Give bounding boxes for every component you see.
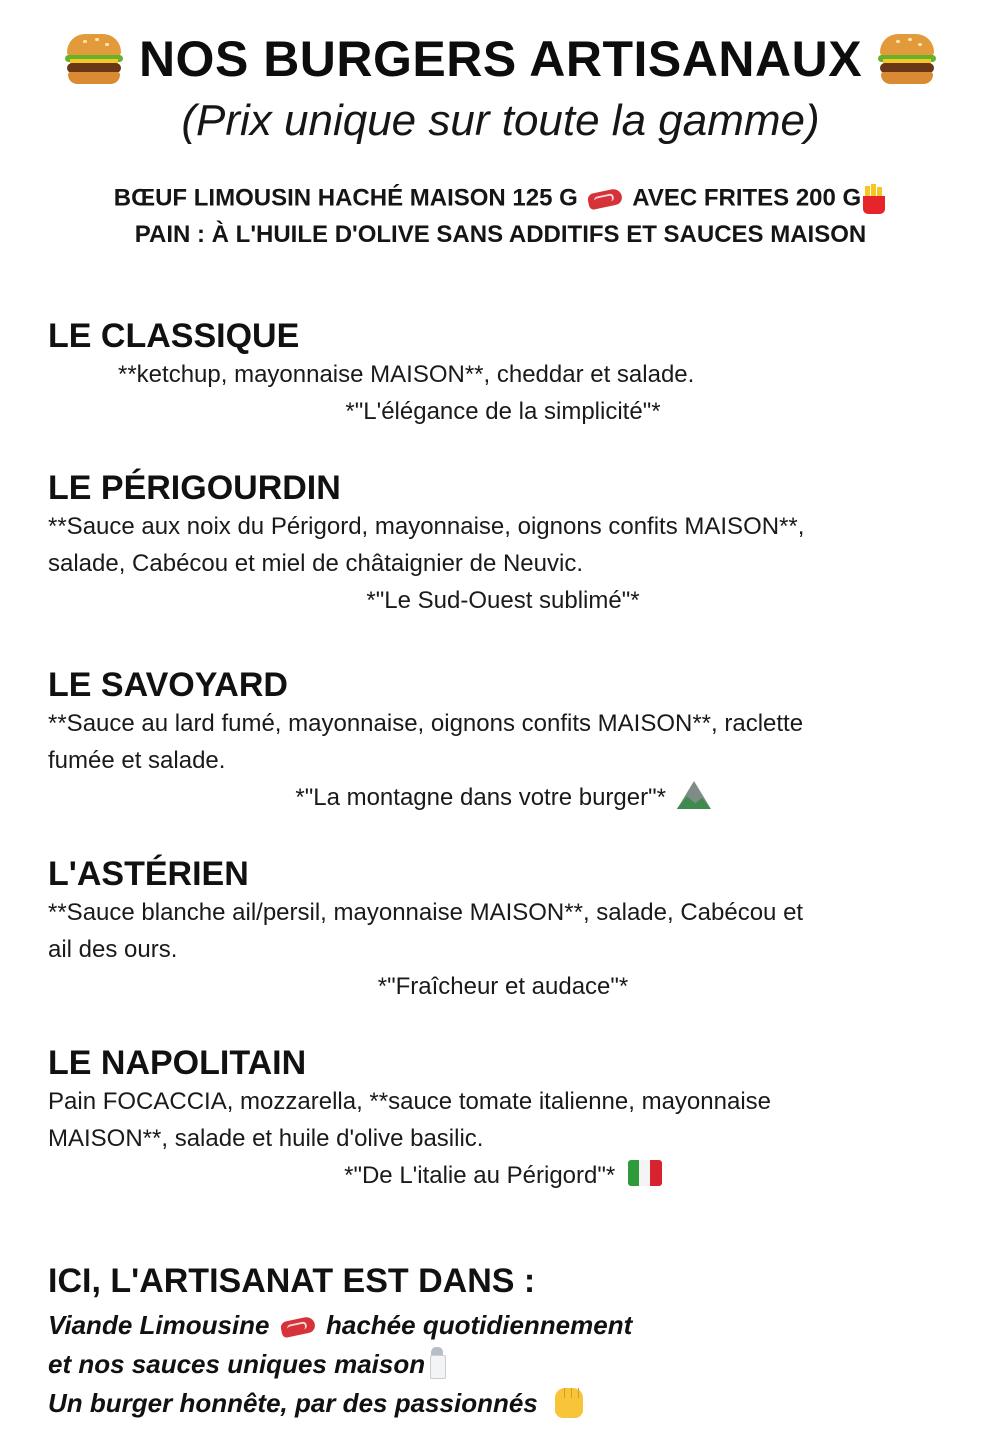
footer-text: Un burger honnête, par des passionnés (48, 1388, 538, 1418)
italian-flag-icon (628, 1160, 662, 1186)
burger-icon (65, 34, 123, 84)
fries-info: AVEC FRITES 200 G (632, 184, 862, 212)
burger-description-line: Pain FOCACCIA, mozzarella, **sauce tomate italienne, mayonnaise (48, 1088, 771, 1115)
footer-text: hachée quotidiennement (326, 1310, 633, 1340)
burger-tagline-row (48, 779, 958, 816)
burger-description-line: fumée et salade. (48, 747, 226, 774)
footer-text: Viande Limousine (48, 1310, 270, 1340)
burger-item-napolitain (48, 1043, 958, 1194)
burger-item-savoyard (48, 665, 958, 816)
footer-text: et nos sauces uniques maison (48, 1349, 426, 1379)
salt-shaker-icon (429, 1347, 445, 1377)
burger-icon (878, 34, 936, 84)
footer-line-2 (48, 1347, 445, 1380)
beef-info: BŒUF LIMOUSIN HACHÉ MAISON 125 G (113, 184, 578, 212)
burger-tagline: *"De L'italie au Périgord"* (344, 1162, 616, 1189)
mountain-icon (677, 781, 711, 809)
fries-icon (861, 184, 887, 214)
burger-item-perigourdin (48, 468, 958, 619)
steak-icon (281, 1317, 315, 1337)
burger-name: LE SAVOYARD (48, 666, 288, 704)
burger-description-line: MAISON**, salade et huile d'olive basilic. (48, 1125, 484, 1152)
burger-tagline: *"Fraîcheur et audace"* (377, 973, 629, 1000)
burger-description: **ketchup, mayonnaise MAISON**, cheddar et salade. (118, 361, 695, 388)
footer-line-3 (48, 1384, 585, 1419)
footer-line-1 (48, 1310, 632, 1341)
burger-description-line: ail des ours. (48, 936, 178, 963)
title-row (0, 24, 1001, 94)
burger-name: LE NAPOLITAIN (48, 1044, 307, 1082)
burger-tagline: *"L'élégance de la simplicité"* (345, 398, 661, 425)
burger-name: LE CLASSIQUE (48, 317, 300, 355)
burger-description-line: **Sauce aux noix du Périgord, mayonnaise, oignons confits MAISON**, (48, 513, 805, 540)
info-line-2: PAIN : À L'HUILE D'OLIVE SANS ADDITIFS ET SAUCES MAISON (134, 221, 867, 248)
info-line-1 (0, 184, 1001, 214)
burger-description-line: salade, Cabécou et miel de châtaignier de Neuvic. (48, 550, 583, 577)
burger-tagline-row (48, 1157, 958, 1194)
burger-name: L'ASTÉRIEN (48, 855, 249, 893)
burger-item-asterien (48, 854, 958, 1005)
burger-tagline: *"La montagne dans votre burger"* (295, 784, 666, 811)
raised-fist-icon (553, 1384, 585, 1418)
menu-title: NOS BURGERS ARTISANAUX (138, 31, 863, 87)
burger-tagline: *"Le Sud-Ouest sublimé"* (366, 587, 640, 614)
steak-icon (588, 189, 622, 209)
burger-description-line: **Sauce au lard fumé, mayonnaise, oignons confits MAISON**, raclette (48, 710, 804, 737)
footer-title: ICI, L'ARTISANAT EST DANS : (48, 1262, 536, 1300)
burger-item-classique (48, 316, 958, 430)
burger-description-line: **Sauce blanche ail/persil, mayonnaise MAISON**, salade, Cabécou et (48, 899, 804, 926)
burger-name: LE PÉRIGOURDIN (48, 469, 341, 507)
menu-subtitle: (Prix unique sur toute la gamme) (181, 96, 820, 145)
